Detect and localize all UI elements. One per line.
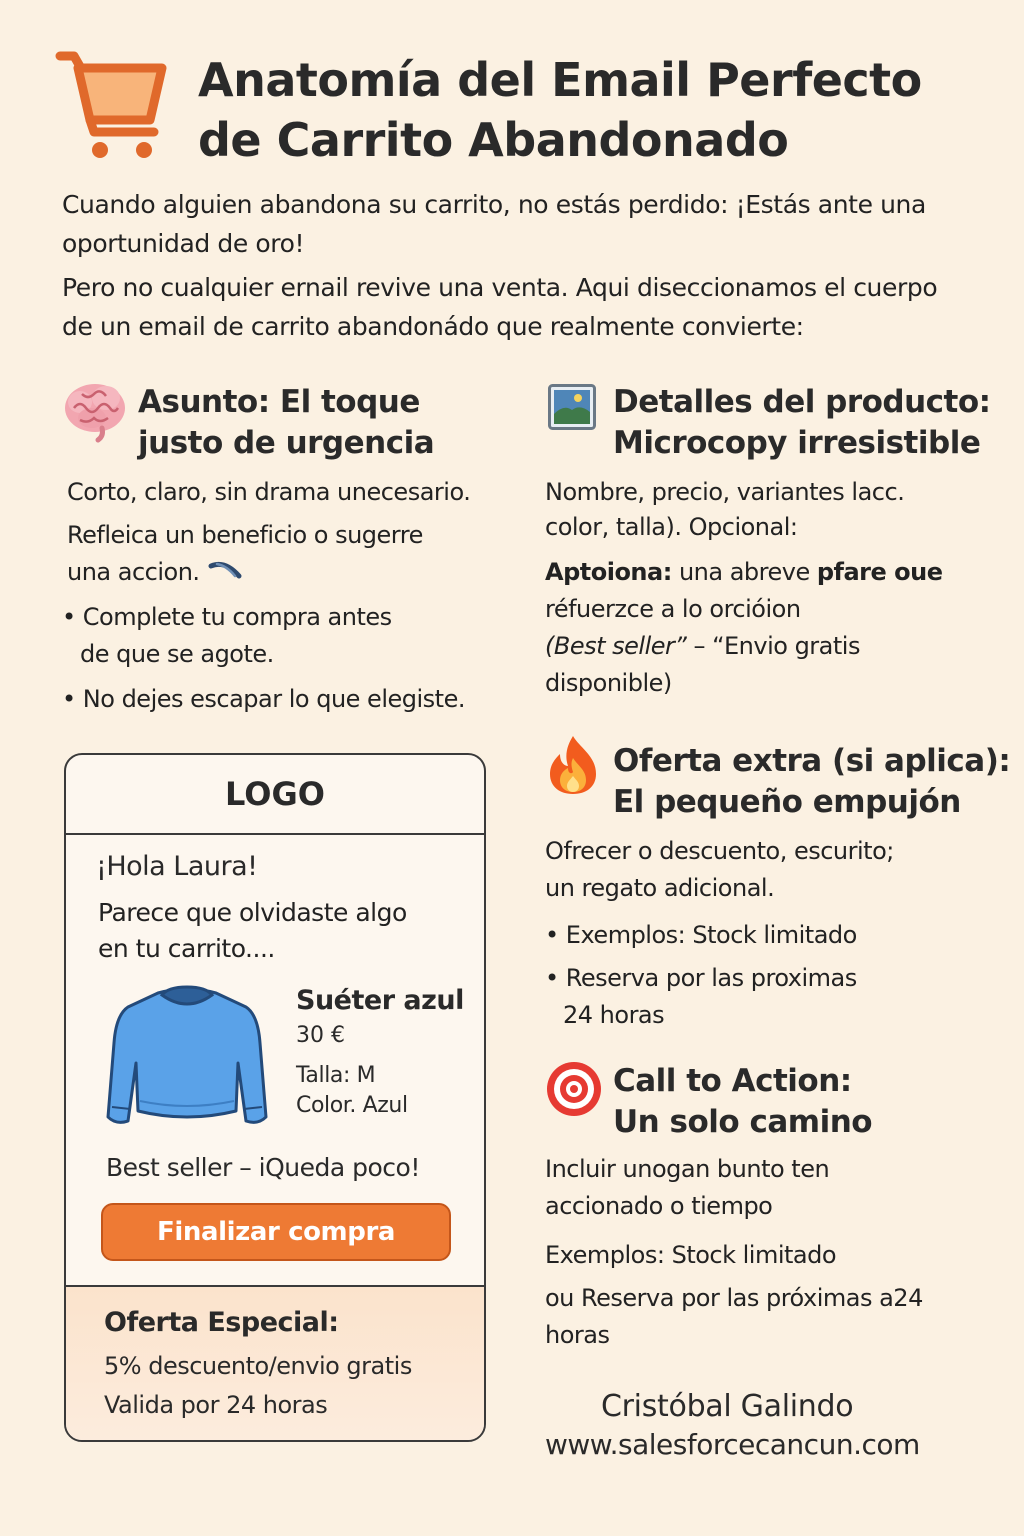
brain-icon [62, 378, 128, 444]
cta-line-1: Incluir unogan bunto ten [545, 1155, 830, 1183]
oferta-bullet-2-cont: 24 horas [563, 1001, 665, 1029]
detalles-line-3-c: pfare oue [816, 558, 943, 586]
detalles-line-3 [545, 554, 985, 591]
page-title [198, 50, 998, 170]
asunto-line-3: una accion. [67, 558, 200, 586]
cta-title [613, 1061, 872, 1143]
asunto-bullet-1: • Complete tu compra antes [62, 599, 512, 636]
intro-paragraph-2 [62, 268, 992, 346]
detalles-line-2: color, talla). Opcional: [545, 513, 798, 541]
product-variants [296, 1061, 408, 1121]
detalles-line-5-b: – “Envio gratis [686, 632, 860, 660]
cta-line-2: accionado o tiempo [545, 1192, 773, 1220]
picture-icon [548, 384, 596, 430]
oferta-title-line-2: El pequeño empujón [613, 784, 961, 820]
intro-line-2: oportunidad de oro! [62, 229, 305, 258]
detalles-line-3-b: una abreve [671, 558, 817, 586]
oferta-body [545, 833, 985, 1034]
oferta-title-line-1: Oferta extra (si aplica): [613, 743, 1011, 779]
email-message-line-1: Parece que olvidaste algo [98, 898, 407, 927]
cta-body [545, 1151, 985, 1354]
swoosh-icon [207, 558, 245, 584]
product-badge: Best seller – iQueda poco! [106, 1153, 420, 1182]
oferta-title [613, 741, 1010, 823]
asunto-title-line-2: justo de urgencia [138, 425, 435, 461]
email-message-line-2: en tu carrito.... [98, 934, 275, 963]
sweater-image [106, 983, 268, 1133]
intro-line-4: de un email de carrito abandonádo que realmente convierte: [62, 312, 804, 341]
asunto-body [67, 474, 517, 591]
oferta-bullet-2: • Reserva por las proximas [545, 960, 985, 997]
detalles-line-3-a: Aptoiona: [545, 558, 672, 586]
special-offer-box [66, 1285, 484, 1440]
cta-line-3: Exemplos: Stock limitado [545, 1241, 837, 1269]
asunto-bullet-1-cont: de que se agote. [80, 640, 274, 668]
title-line-1: Anatomía del Email Perfecto [198, 53, 922, 107]
detalles-title-line-2: Microcopy irresistible [613, 425, 981, 461]
target-icon [545, 1060, 603, 1118]
email-logo: LOGO [66, 755, 484, 835]
asunto-line-2: Refleica un beneficio o sugerre [67, 521, 423, 549]
offer-details [104, 1347, 412, 1425]
detalles-line-6: disponible) [545, 669, 672, 697]
intro-line-3: Pero no cualquier ernail revive una venta. Aqui diseccionamos el cuerpo [62, 273, 938, 302]
cta-title-line-1: Call to Action: [613, 1063, 852, 1099]
product-color: Color. Azul [296, 1093, 408, 1118]
asunto-title [138, 382, 434, 464]
product-price: 30 € [296, 1023, 345, 1048]
author-name: Cristóbal Galindo [601, 1389, 854, 1424]
author-website-link[interactable]: www.salesforcecancun.com [545, 1428, 920, 1461]
finalizar-compra-button[interactable]: Finalizar compra [101, 1203, 451, 1261]
asunto-bullets [62, 599, 512, 718]
offer-line-1: 5% descuento/envio gratis [104, 1352, 412, 1380]
shopping-cart-icon [54, 46, 170, 162]
oferta-bullet-1: • Exemplos: Stock limitado [545, 917, 985, 954]
detalles-line-4: réfuerzce a lo orcióion [545, 595, 801, 623]
offer-title: Oferta Especial: [104, 1307, 339, 1338]
product-name: Suéter azul [296, 985, 464, 1016]
offer-line-2: Valida por 24 horas [104, 1391, 328, 1419]
email-greeting: ¡Hola Laura! [96, 851, 258, 882]
asunto-title-line-1: Asunto: El toque [138, 384, 420, 420]
detalles-line-1: Nombre, precio, variantes lacc. [545, 478, 905, 506]
product-size: Talla: M [296, 1063, 376, 1088]
cta-line-4: ou Reserva por las próximas a24 [545, 1284, 923, 1312]
fire-icon [546, 734, 600, 796]
asunto-line-3-row [67, 554, 517, 591]
email-mockup [64, 753, 486, 1442]
email-message [98, 895, 468, 967]
cta-title-line-2: Un solo camino [613, 1104, 873, 1140]
asunto-line-1: Corto, claro, sin drama unecesario. [67, 478, 471, 506]
intro-paragraph-1 [62, 185, 992, 263]
oferta-line-2: un regato adicional. [545, 874, 775, 902]
oferta-line-1: Ofrecer o descuento, escurito; [545, 837, 894, 865]
detalles-line-5 [545, 628, 985, 665]
cta-line-5: horas [545, 1321, 610, 1349]
detalles-line-5-a: (Best seller” [545, 632, 687, 660]
detalles-title-line-1: Detalles del producto: [613, 384, 991, 420]
detalles-body [545, 474, 985, 702]
title-line-2: de Carrito Abandonado [198, 113, 789, 167]
intro-line-1: Cuando alguien abandona su carrito, no estás perdido: ¡Estás ante una [62, 190, 926, 219]
asunto-bullet-2: • No dejes escapar lo que elegiste. [62, 681, 512, 718]
detalles-title [613, 382, 991, 464]
